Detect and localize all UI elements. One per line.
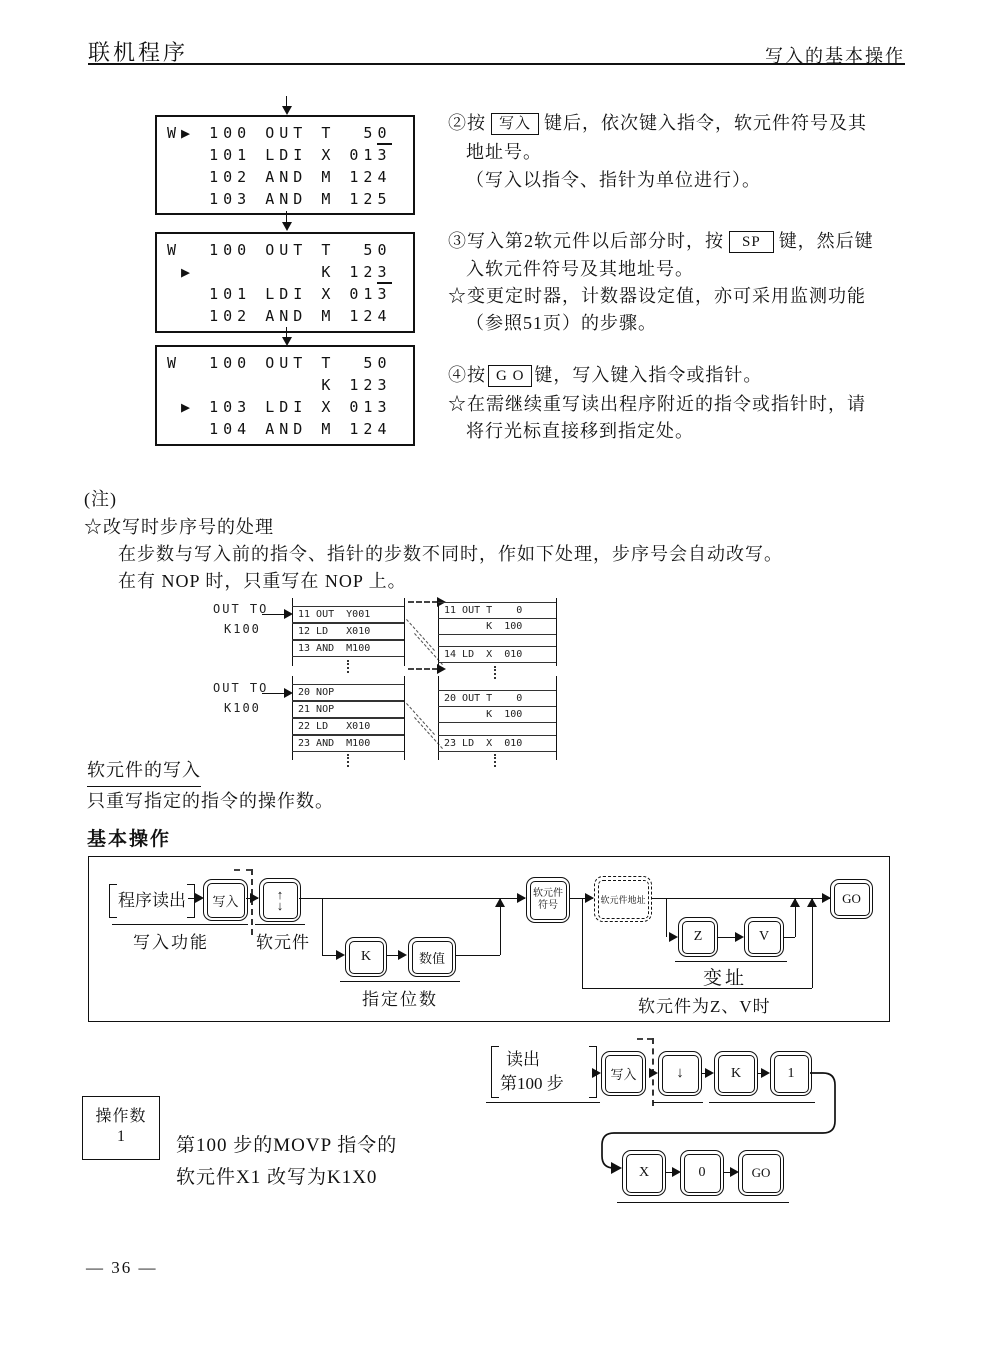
note-title: (注) <box>84 489 117 509</box>
section-title: 软元件的写入 <box>87 757 201 787</box>
note-star: ☆改写时步序号的处理 <box>84 517 274 537</box>
monitor-display-2 <box>155 232 415 333</box>
right-arrow-icon <box>250 893 259 903</box>
key-write: 写入 <box>203 879 248 921</box>
rewrite-1-label: OUT TO <box>213 602 269 616</box>
program-read-label: 程序读出 <box>118 886 186 916</box>
monitor-line: W▶ 100 OUT T 50 <box>157 122 413 144</box>
key-updown <box>259 878 301 922</box>
step-2-line-1: ②按 写入 键后，依次键入指令，软元件符号及其 <box>448 113 868 133</box>
table-row: 11 OUT T 0 <box>438 602 556 619</box>
group-underline <box>486 1102 600 1103</box>
key-k: K <box>345 937 387 977</box>
write-key-inline: 写入 <box>491 113 539 135</box>
right-arrow-icon <box>735 932 744 942</box>
flow-bypass <box>812 898 813 988</box>
down-arrow-icon: ↓ <box>276 898 284 913</box>
table-row: 23 AND M100 <box>292 735 404 752</box>
monitor-line: ▶ K 123 <box>157 261 413 283</box>
page-title: 联机程序 <box>88 40 189 65</box>
option-bracket <box>234 869 252 871</box>
flow-main-line <box>651 898 830 899</box>
monitor-line: 101 LDI X 013 <box>167 146 392 164</box>
continuation-dots <box>494 754 496 767</box>
monitor-line: 102 AND M 124 <box>167 168 392 186</box>
step-2-line-2: 地址号。 <box>466 142 542 162</box>
step-2-line-3: （写入以指令、指针为单位进行）。 <box>466 170 761 190</box>
flow-connector <box>262 693 286 694</box>
monitor-line: 101 LDI X 013 <box>167 285 392 303</box>
step-3-line-1: ③写入第2软元件以后部分时，按 SP 键，然后键 <box>448 231 874 251</box>
table-row: K 100 <box>438 619 556 635</box>
read-step-label: 读出 第100 步 <box>500 1048 588 1096</box>
header-rule <box>88 63 905 65</box>
monitor-line: ▶ 103 LDI X 013 <box>167 398 392 416</box>
flow-branch <box>322 898 323 955</box>
operand-label: 操作数 <box>95 1108 147 1125</box>
flow-branch <box>666 898 667 937</box>
flow-bypass <box>582 898 583 988</box>
key-one: 1 <box>770 1051 812 1096</box>
table-rail <box>556 676 557 760</box>
right-arrow-icon <box>398 950 407 960</box>
up-arrow-icon <box>790 898 800 907</box>
right-arrow-icon <box>517 893 526 903</box>
dashed-link <box>406 619 435 651</box>
basic-ops-title: 基本操作 <box>87 829 172 850</box>
monitor-line: 103 AND M 125 <box>167 190 392 208</box>
table-row: 11 OUT Y001 <box>292 606 404 623</box>
operand-value: 1 <box>117 1128 125 1145</box>
digits-label: 指定位数 <box>362 990 438 1009</box>
sp-key-inline: SP <box>729 231 774 253</box>
group-underline <box>340 981 460 982</box>
step-4-note-2: 将行光标直接移到指定处。 <box>466 421 694 441</box>
group-underline <box>675 961 787 962</box>
step-4-note: ☆在需继续重写读出程序附近的指令或指针时，请 <box>448 394 866 414</box>
key-device-address: 软元件地址 <box>594 876 652 922</box>
monitor-line: W 100 OUT T 50 <box>167 354 392 372</box>
group-underline <box>617 1202 789 1203</box>
write-func-label: 写入功能 <box>133 933 209 952</box>
flow-connector <box>717 937 737 938</box>
key-device-symbol: 软元件 符号 <box>526 877 570 923</box>
down-arrow-icon <box>282 222 292 231</box>
monitor-line: 102 AND M 124 <box>167 307 392 325</box>
example-desc-2: 软元件X1 改写为K1X0 <box>176 1167 378 1188</box>
group-underline <box>112 924 248 925</box>
flow-connector <box>262 614 286 615</box>
key-write-example: 写入 <box>601 1051 646 1096</box>
table-row: K 100 <box>438 707 556 723</box>
up-arrow-icon <box>807 898 817 907</box>
zv-condition-label: 软元件为Z、V时 <box>638 997 771 1016</box>
note-line-1: 在步数与写入前的指令、指针的步数不同时，作如下处理，步序号会自动改写。 <box>118 544 783 564</box>
key-value: 数值 <box>408 937 456 977</box>
up-arrow-icon <box>495 898 505 907</box>
step-3-line-2: 入软元件符号及其地址号。 <box>466 259 694 279</box>
table-row: 20 OUT T 0 <box>438 690 556 707</box>
table-row: 14 LD X 010 <box>438 646 556 663</box>
key-v: V <box>744 917 784 957</box>
key-down: ↓ <box>658 1051 702 1096</box>
key-k-example: K <box>714 1051 758 1096</box>
table-row: 21 NOP <box>292 701 404 718</box>
continuation-dots <box>347 754 349 767</box>
table-rail <box>404 676 405 760</box>
right-arrow-icon <box>585 893 594 903</box>
option-bracket <box>637 1038 653 1040</box>
monitor-line: W 100 OUT T 50 <box>167 241 392 259</box>
rewrite-2-label-2: K100 <box>224 701 261 715</box>
key-go-example: GO <box>738 1150 784 1196</box>
table-row: 13 AND M100 <box>292 640 404 657</box>
right-arrow-icon <box>437 664 446 674</box>
dashed-link <box>406 703 435 735</box>
group-underline <box>255 924 305 925</box>
continuation-dots <box>347 660 349 673</box>
step-3-note-2: （参照51页）的步骤。 <box>466 313 657 333</box>
section-desc: 只重写指定的指令的操作数。 <box>87 791 334 811</box>
note-line-2: 在有 NOP 时，只重写在 NOP 上。 <box>118 571 407 591</box>
right-arrow-icon <box>669 932 678 942</box>
key-go: GO <box>830 879 873 919</box>
table-row: 22 LD X010 <box>292 718 404 735</box>
key-zero: 0 <box>680 1150 724 1196</box>
monitor-display-1 <box>155 115 415 215</box>
step-3-note: ☆变更定时器，计数器设定值，亦可采用监测功能 <box>448 286 866 306</box>
page-number: — 36 — <box>86 1258 158 1277</box>
monitor-line: K 123 <box>167 376 392 394</box>
table-rail <box>556 598 557 666</box>
flow-connector <box>455 955 500 956</box>
index-label: 变址 <box>703 968 748 989</box>
device-label: 软元件 <box>256 933 310 952</box>
step-4-line-1: ④按 G O 键，写入键入指令或指针。 <box>448 365 763 385</box>
right-arrow-icon <box>336 950 345 960</box>
flow-bypass <box>582 988 812 989</box>
example-desc-1: 第100 步的MOVP 指令的 <box>176 1135 398 1156</box>
table-row: 12 LD X010 <box>292 623 404 640</box>
section-header-right: 写入的基本操作 <box>765 46 905 66</box>
table-row: 20 NOP <box>292 684 404 701</box>
continuation-dots <box>494 666 496 679</box>
dashed-arrow <box>408 601 438 603</box>
down-arrow-icon <box>282 106 292 115</box>
table-rail <box>404 598 405 666</box>
flow-main-line <box>299 898 525 899</box>
monitor-display-3 <box>155 345 415 446</box>
up-arrow-icon: ↑ <box>276 887 284 902</box>
key-x: X <box>622 1150 666 1196</box>
table-row: 23 LD X 010 <box>438 735 556 752</box>
rewrite-2-label: OUT TO <box>213 681 269 695</box>
key-z: Z <box>678 917 718 957</box>
operand-box <box>82 1096 160 1160</box>
flow-connector <box>783 937 795 938</box>
monitor-line: 104 AND M 124 <box>167 420 392 438</box>
dashed-arrow <box>408 668 438 670</box>
go-key-inline: G O <box>488 365 532 387</box>
rewrite-1-label-2: K100 <box>224 622 261 636</box>
